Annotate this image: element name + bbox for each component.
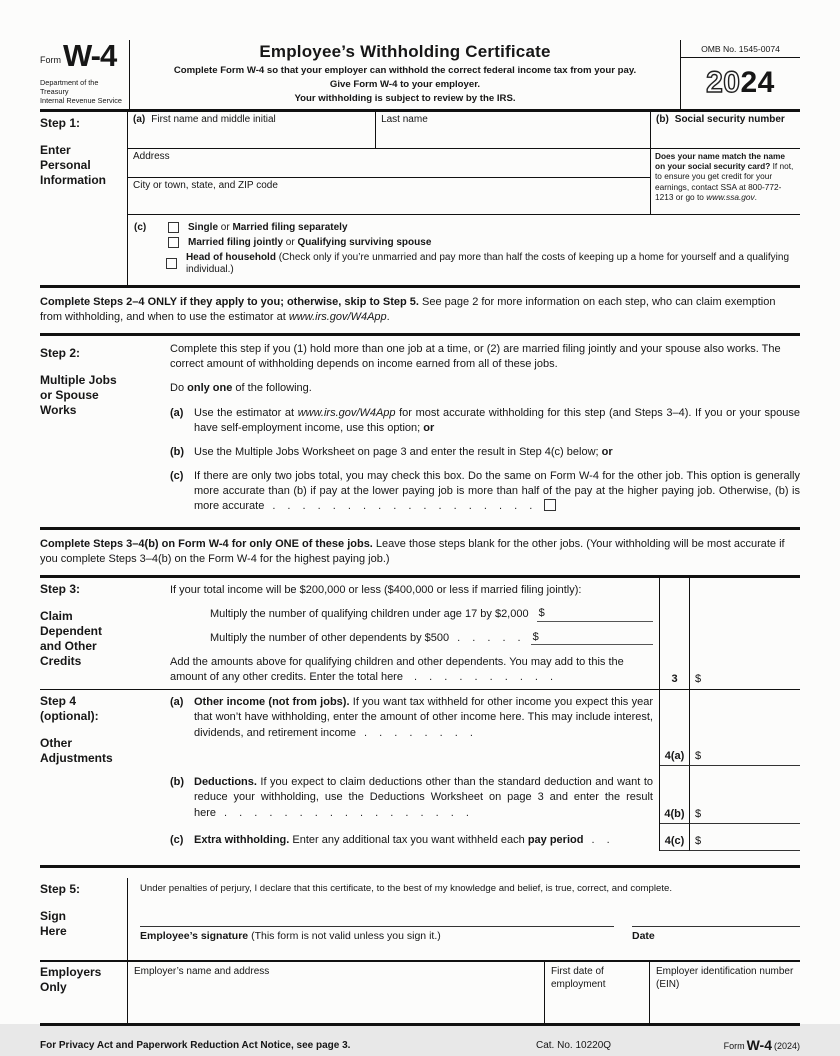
- head-of-household-checkbox[interactable]: [166, 258, 177, 269]
- step2-item-b: (b) Use the Multiple Jobs Worksheet on page 3 and enter the result in Step 4(c) below; or: [170, 445, 613, 458]
- employers-only-label: Employers Only: [40, 962, 128, 1023]
- form-header: [40, 40, 800, 112]
- steps-3-4b-note: Complete Steps 3–4(b) on Form W-4 for only ONE of these jobs. Leave those steps blank for the other jobs. (Your withholding will be most accurate if you complete Steps 3–4(b) on the Form W-4 for the highest paying job.): [40, 530, 800, 578]
- last-name-field[interactable]: Last name: [375, 112, 650, 148]
- form-title: Employee’s Withholding Certificate: [259, 42, 551, 61]
- dotted-leader: . . . . . . . . . . . . . . . . .: [224, 806, 471, 819]
- step2-label: Step 2: Multiple Jobs or Spouse Works: [40, 346, 117, 418]
- line3-number: 3: [660, 578, 690, 689]
- city-state-zip-field[interactable]: City or town, state, and ZIP code: [133, 179, 278, 191]
- employee-signature-line[interactable]: [140, 926, 614, 927]
- form-footer: [40, 1038, 800, 1056]
- form-word: Form: [40, 54, 61, 65]
- qualifying-children-amount-field[interactable]: $: [537, 606, 653, 622]
- privacy-act-notice: For Privacy Act and Paperwork Reduction Act Notice, see page 3.: [40, 1039, 351, 1051]
- step3-label: Step 3: Claim Dependent and Other Credits: [40, 581, 103, 668]
- step1-label: Step 1: Enter Personal Information: [40, 112, 128, 285]
- form-title-block: [130, 40, 680, 109]
- line4a-number: 4(a): [660, 690, 690, 766]
- step4-item-c: (c) Extra withholding. Enter any additional tax you want withheld each pay period . .: [170, 824, 660, 851]
- dotted-leader: . . . . . . . . . . . . . . . . . .: [272, 500, 535, 513]
- step4-section: [40, 690, 800, 868]
- employers-only-section: [40, 962, 800, 1026]
- dotted-leader: . .: [591, 833, 612, 846]
- other-dependents-amount-field[interactable]: $: [531, 630, 653, 646]
- dept-line1: Department of the Treasury: [40, 78, 99, 97]
- omb-year-block: [680, 40, 800, 109]
- step3-dependents-line: Multiply the number of other dependents by $500 . . . . . $: [210, 630, 653, 646]
- step4-item-b: (b) Deductions. If you expect to claim deductions other than the standard deduction and want to reduce your withholding, use the Deductions Worksheet on page 3 and enter the result here . . . . . . . . . . . . . . . . .: [170, 766, 660, 824]
- footer-form-id: Form W-4 (2024): [723, 1036, 800, 1053]
- line4b-number: 4(b): [660, 766, 690, 824]
- married-filing-jointly-checkbox[interactable]: [168, 237, 179, 248]
- form-number-block: [40, 40, 130, 109]
- step4-label: Step 4 (optional): Other Adjustments: [40, 694, 113, 766]
- step3-section: [40, 578, 800, 690]
- step2-section: [40, 336, 800, 530]
- ssn-field[interactable]: (b) Social security number: [650, 112, 800, 148]
- step2-item-c: (c) If there are only two jobs total, you may check this box. Do the same on Form W-4 for the other job. This option is generally more accurate than (b) if pay at the lower paying job is more than half of the pay at the higher paying job. Otherwise, (b) is more accurate . . . . . . . . . . . . . . . . . .: [170, 470, 800, 513]
- two-jobs-checkbox[interactable]: [544, 499, 556, 511]
- step3-intro: If your total income will be $200,000 or less ($400,000 or less if married filing jointly):: [170, 583, 582, 596]
- step2-item-a: (a) Use the estimator at www.irs.gov/W4App for most accurate withholding for this step (and Steps 3–4). If you or your spouse have self-employment income, use this option; or: [170, 406, 800, 434]
- employer-name-address-field[interactable]: Employer’s name and address: [128, 962, 545, 1023]
- step3-total-line: Add the amounts above for qualifying children and other dependents. You may add to this the amount of any other credits. Enter the total here . . . . . . . . . .: [170, 656, 624, 684]
- date-label: Date: [632, 929, 655, 942]
- single-or-married-separately-checkbox[interactable]: [168, 222, 179, 233]
- form-subtitle-3: Your withholding is subject to review by the IRS.: [294, 92, 516, 104]
- step5-label: Step 5: Sign Here: [40, 878, 128, 960]
- signature-label: Employee’s signature (This form is not valid unless you sign it.): [140, 929, 441, 942]
- dept-line2: Internal Revenue Service: [40, 95, 122, 105]
- form-year: 20 24: [706, 66, 775, 100]
- perjury-statement: Under penalties of perjury, I declare that this certificate, to the best of my knowledge and belief, is true, correct, and complete.: [140, 882, 673, 894]
- line4c-amount-field[interactable]: $: [690, 824, 800, 851]
- first-name-field[interactable]: (a) First name and middle initial: [133, 113, 276, 125]
- line3-amount-field[interactable]: $: [695, 673, 702, 686]
- dotted-leader: . . . . . . . . . .: [414, 671, 556, 684]
- form-subtitle-2: Give Form W-4 to your employer.: [329, 78, 481, 90]
- filing-status-group: (c) Single or Married filing separately Married filing jointly or Qualifying surviving spouse Head of household (Check only if you’re unmarried and pay more than half the costs of keeping up a home for yourself and a qualifying individual.): [128, 214, 800, 285]
- steps-2-4-note: Complete Steps 2–4 ONLY if they apply to you; otherwise, skip to Step 5. See page 2 for more information on each step, who can claim exemption from withholding, and when to use the estimator at www.irs.gov/W4App.: [40, 288, 800, 336]
- line4c-number: 4(c): [660, 824, 690, 851]
- address-field[interactable]: Address: [128, 149, 650, 178]
- dotted-leader: . . . . .: [457, 631, 523, 644]
- ein-field[interactable]: Employer identification number (EIN): [656, 965, 794, 990]
- line4b-amount-field[interactable]: $: [690, 766, 800, 824]
- ssn-match-note: Does your name match the name on your social security card? If not, to ensure you get credit for your earnings, contact SSA at 800-772-1213 or go to www.ssa.gov.: [650, 149, 800, 214]
- form-number: W-4: [63, 38, 117, 73]
- step4-item-a: (a) Other income (not from jobs). If you want tax withheld for other income you expect this year that won’t have withholding, enter the amount of other income here. This may include interest, dividends, and retirement income . . . . . . . .: [170, 690, 660, 766]
- dotted-leader: . . . . . . . .: [364, 726, 475, 739]
- line4a-amount-field[interactable]: $: [690, 690, 800, 766]
- omb-number: OMB No. 1545-0074: [681, 40, 800, 58]
- date-line[interactable]: [632, 926, 800, 927]
- first-date-employment-field[interactable]: First date of employment: [545, 962, 650, 1023]
- step3-children-line: Multiply the number of qualifying children under age 17 by $2,000 $: [210, 606, 653, 622]
- step5-section: [40, 878, 800, 962]
- catalog-number: Cat. No. 10220Q: [536, 1039, 612, 1051]
- step2-intro: Complete this step if you (1) hold more than one job at a time, or (2) are married filing jointly and your spouse also works. The correct amount of withholding depends on income earned from all of these jobs.: [170, 343, 781, 371]
- form-subtitle-1: Complete Form W-4 so that your employer can withhold the correct federal income tax from your pay.: [173, 65, 637, 76]
- c-prefix: (c): [134, 222, 147, 234]
- step2-do-line: Do only one of the following.: [170, 382, 312, 395]
- step1-section: [40, 112, 800, 288]
